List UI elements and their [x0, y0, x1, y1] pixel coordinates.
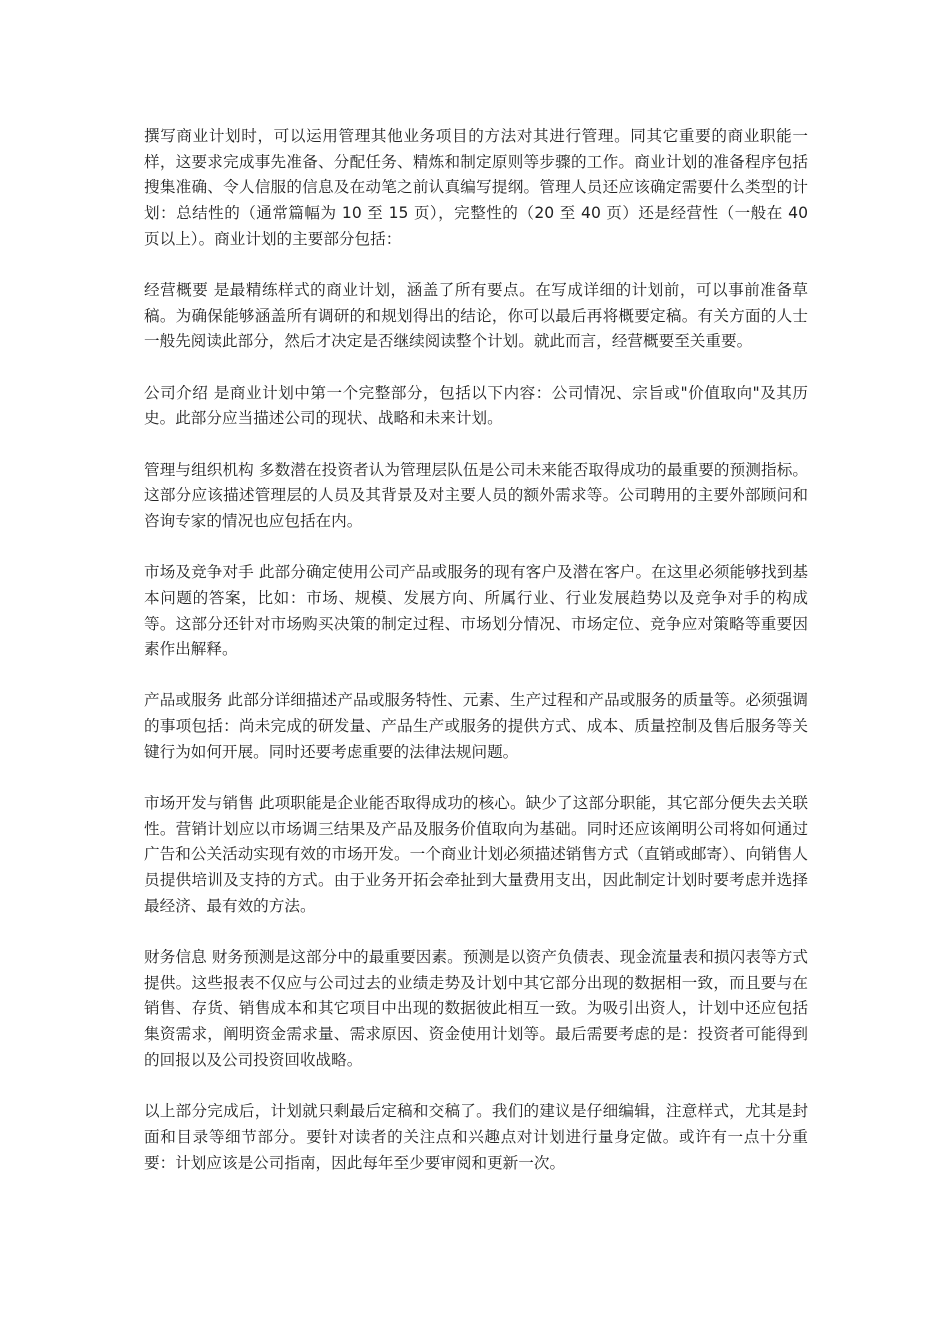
- section-body: 是商业计划中第一个完整部分，包括以下内容：公司情况、宗旨或"价值取向"及其历史。此部分应当描述公司的现状、战略和未来计划。: [144, 383, 808, 428]
- section-body: 此部分详细描述产品或服务特性、元素、生产过程和产品或服务的质量等。必须强调的事项包括：尚未完成的研发量、产品生产或服务的提供方式、成本、质量控制及售后服务等关键行为如何开展。同时还要考虑重要的法律法规问题。: [144, 691, 808, 761]
- section-heading: 公司介绍: [144, 383, 209, 402]
- section-body: 财务预测是这部分中的最重要因素。预测是以资产负债表、现金流量表和损闪表等方式提供。这些报表不仅应与公司过去的业绩走势及计划中其它部分出现的数据相一致，而且要与在销售、存货、销售成本和其它项目中出现的数据彼此相互一致。为吸引出资人，计划中还应包括集资需求，阐明资金需求量、需求原因、资金使用计划等。最后需要考虑的是：投资者可能得到的回报以及公司投资回收战略。: [144, 948, 808, 1069]
- section-financial-info: [144, 945, 808, 1074]
- section-products-services: [144, 688, 808, 765]
- closing-paragraph: 以上部分完成后，计划就只剩最后定稿和交稿了。我们的建议是仔细编辑，注意样式，尤其是封面和目录等细节部分。要针对读者的关注点和兴趣点对计划进行量身定做。或许有一点十分重要：计划应该是公司指南，因此每年至少要审阅和更新一次。: [144, 1102, 808, 1172]
- section-heading: 经营概要: [144, 281, 209, 300]
- section-body: 多数潜在投资者认为管理层队伍是公司未来能否取得成功的最重要的预测指标。这部分应该描述管理层的人员及其背景及对主要人员的额外需求等。公司聘用的主要外部顾问和咨询专家的情况也应包括在内。: [144, 460, 808, 530]
- document-page: [144, 124, 808, 1202]
- section-company-intro: [144, 381, 808, 432]
- section-executive-summary: [144, 278, 808, 355]
- intro-paragraph: 撰写商业计划时，可以运用管理其他业务项目的方法对其进行管理。同其它重要的商业职能一样，这要求完成事先准备、分配任务、精炼和制定原则等步骤的工作。商业计划的准备程序包括搜集准确、令人信服的信息及在动笔之前认真编写提纲。管理人员还应该确定需要什么类型的计划：总结性的（通常篇幅为 10 至 15 页），完整性的（20 至 40 页）还是经营性（一般在 40 页以上）。商业计划的主要部分包括：: [144, 127, 808, 248]
- section-heading: 市场及竞争对手: [144, 563, 254, 582]
- section-heading: 市场开发与销售: [144, 794, 254, 813]
- section-heading: 财务信息: [144, 948, 207, 967]
- section-heading: 产品或服务: [144, 691, 223, 710]
- section-body: 此项职能是企业能否取得成功的核心。缺少了这部分职能，其它部分便失去关联性。营销计划应以市场调三结果及产品及服务价值取向为基础。同时还应该阐明公司将如何通过广告和公关活动实现有效的市场开发。一个商业计划必须描述销售方式（直销或邮寄）、向销售人员提供培训及支持的方式。由于业务开拓会牵扯到大量费用支出，因此制定计划时要考虑并选择最经济、最有效的方法。: [144, 794, 808, 915]
- section-body: 此部分确定使用公司产品或服务的现有客户及潜在客户。在这里必须能够找到基本问题的答案，比如：市场、规模、发展方向、所属行业、行业发展趋势以及竞争对手的构成等。这部分还针对市场购买决策的制定过程、市场划分情况、市场定位、竞争应对策略等重要因素作出解释。: [144, 563, 808, 659]
- section-management: [144, 458, 808, 535]
- section-market-competition: [144, 560, 808, 663]
- section-marketing-sales: [144, 791, 808, 920]
- section-body: 是最精练样式的商业计划，涵盖了所有要点。在写成详细的计划前，可以事前准备草稿。为确保能够涵盖所有调研的和规划得出的结论，你可以最后再将概要定稿。有关方面的人士一般先阅读此部分，然后才决定是否继续阅读整个计划。就此而言，经营概要至关重要。: [144, 281, 808, 351]
- section-heading: 管理与组织机构: [144, 460, 254, 479]
